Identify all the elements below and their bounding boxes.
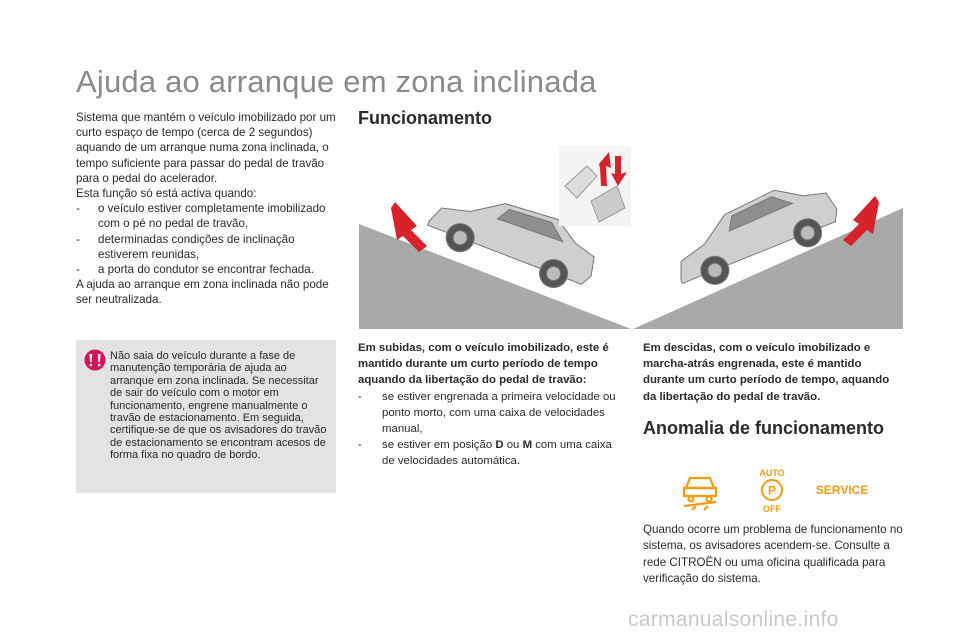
service-lamp-label: SERVICE (815, 483, 869, 497)
intro-paragraph: Sistema que mantém o veículo imobilizado por um curto espaço de tempo (cerca de 2 segundos) aquando de um arranque numa zona inclinada, o tempo suficiente para passar do pedal de travão para o pedal do acelerador. (76, 111, 336, 185)
uphill-intro (358, 340, 626, 389)
exclamation-warning-icon (84, 349, 106, 371)
uphill-item-2-mid: ou (503, 439, 523, 452)
uphill-item-2-before: se estiver em posição (382, 439, 496, 452)
lamp-off-label: OFF (763, 504, 781, 514)
uphill-item-2-after: com uma caixa de velocidades automática. (382, 439, 612, 468)
fault-description: Quando ocorre um problema de funcionamento no sistema, os avisadores acendem-se. Consulte a rede CITROËN ou uma oficina qualificada para verificação do sistema. (643, 523, 903, 586)
warning-text: Não saia do veículo durante a fase de manutenção temporária de ajuda ao arranque em zona inclinada. Se necessitar de sair do veículo com o motor em funcionamento, engrene manualmente o travão de estacionamento. Em seguida, certifique-se de que os avisadores do travão de estacionamento se encontram acesos de forma fixa no quadro de bordo. (110, 350, 327, 462)
downhill-description: Em descidas, com o veículo imobilizado e marcha-atrás engrenada, este é mantido durante um curto período de tempo, aquando da libertação do pedal de travão. (643, 342, 890, 403)
intro-condition: Esta função só está activa quando: (76, 187, 257, 201)
intro-item-2: determinadas condições de inclinação estiverem reunidas, (98, 232, 295, 261)
hill-assist-fault-icon (684, 478, 716, 510)
list-item: - o veículo estiver completamente imobilizado com o pé no pedal de travão, (76, 201, 338, 231)
section-heading-funcionamento: Funcionamento (358, 108, 492, 128)
gear-d-label: D (495, 439, 504, 452)
uphill-intro-text: Em subidas, com o veículo imobilizado, este é mantido durante um curto período de tempo aquando da libertação do pedal de travão: (358, 342, 609, 387)
uphill-item-2 (382, 437, 626, 469)
uphill-description (358, 340, 626, 470)
uphill-scene (359, 146, 631, 329)
lamp-p-label: P (767, 483, 777, 498)
section-heading-anomalia: Anomalia de funcionamento (643, 418, 885, 438)
list-item: - determinadas condições de inclinação estiverem reunidas, (76, 232, 338, 262)
list-item: - se estiver engrenada a primeira velocidade ou ponto morto, com uma caixa de velocidades manual, (358, 389, 626, 438)
lamp-auto-label: AUTO (759, 468, 785, 478)
intro-section (76, 110, 338, 308)
page-title: Ajuda ao arranque em zona inclinada (76, 64, 597, 99)
pedal-inset (559, 146, 631, 226)
list-item: - a porta do condutor se encontrar fechada. (76, 263, 314, 277)
intro-item-3: a porta do condutor se encontrar fechada. (98, 263, 314, 277)
hill-start-illustration (359, 146, 903, 329)
gear-m-label: M (522, 439, 533, 452)
warning-box (76, 340, 336, 493)
uphill-item-1: se estiver engrenada a primeira velocidade ou ponto morto, com uma caixa de velocidades manual, (382, 390, 616, 436)
auto-park-brake-icon (759, 468, 784, 514)
downhill-scene (633, 171, 903, 329)
intro-item-1: o veículo estiver completamente imobilizado com o pé no pedal de travão, (98, 202, 326, 231)
warning-lamps (680, 466, 880, 514)
list-item: - se estiver em posição D ou M com uma caixa de velocidades automática. (358, 437, 626, 469)
intro-closing: A ajuda ao arranque em zona inclinada não pode ser neutralizada. (76, 278, 329, 307)
watermark: carmanualsonline.info (628, 608, 839, 631)
